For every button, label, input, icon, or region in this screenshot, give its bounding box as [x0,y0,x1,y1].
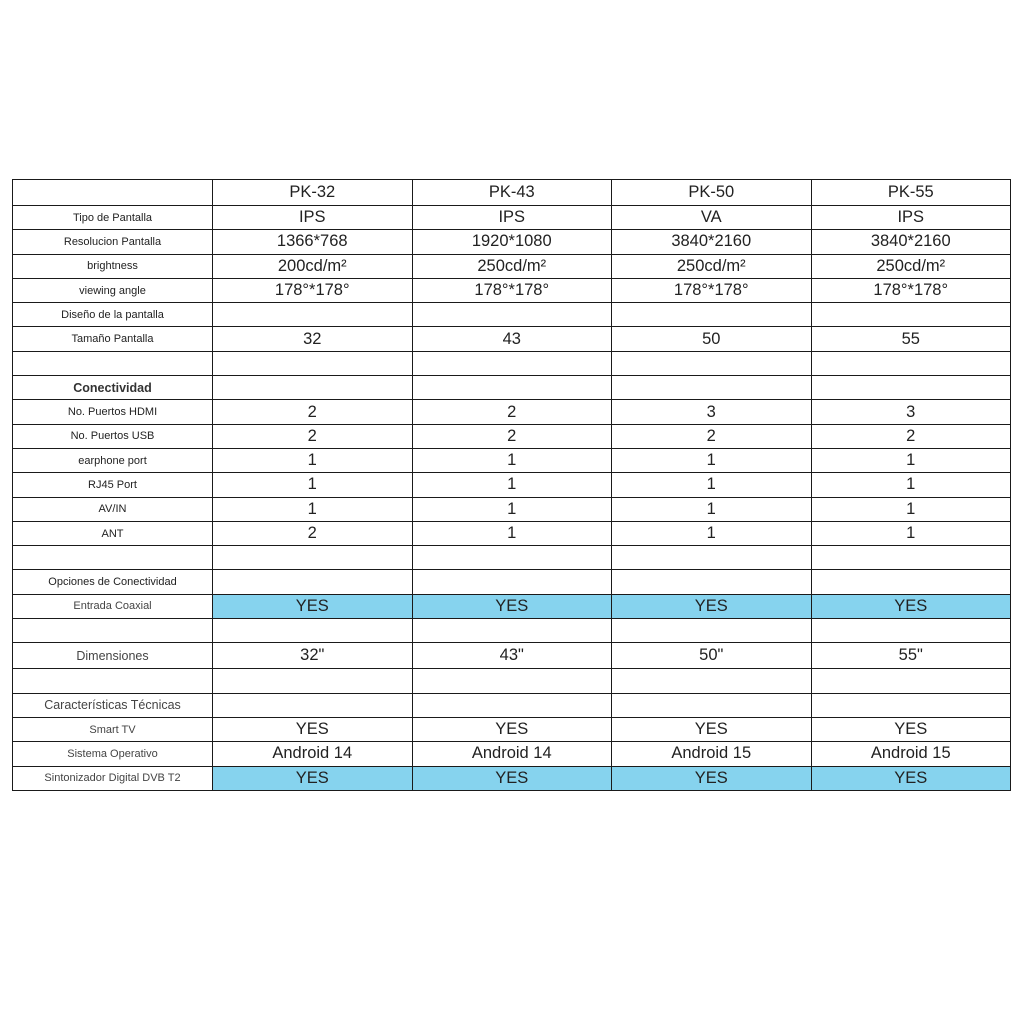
table-cell-empty [811,669,1011,693]
table-cell: Android 15 [612,742,812,766]
table-cell: 2 [412,424,612,448]
section-row-caracteristicas [13,693,1011,717]
model-header-pk-55: PK-55 [811,180,1011,206]
table-cell: 32" [213,643,413,669]
section-row-opciones [13,570,1011,594]
table-cell: 178°*178° [412,278,612,302]
table-cell-empty [412,376,612,400]
table-row [13,717,1011,741]
row-label-coaxial: Entrada Coaxial [13,594,213,618]
table-row [13,594,1011,618]
model-header-pk-43: PK-43 [412,180,612,206]
table-cell: YES [811,717,1011,741]
header-empty-cell [13,180,213,206]
table-cell: 1 [213,497,413,521]
table-row [13,521,1011,545]
table-cell: 1 [811,448,1011,472]
table-cell: 1 [612,448,812,472]
table-cell-highlighted: YES [412,766,612,790]
table-cell-highlighted: YES [412,594,612,618]
table-cell: 3840*2160 [612,230,812,254]
table-cell: 2 [213,521,413,545]
table-row [13,766,1011,790]
spacer-row [13,669,1011,693]
table-cell: 1 [412,448,612,472]
row-label-avin: AV/IN [13,497,213,521]
section-label-conectividad: Conectividad [13,376,213,400]
row-label-rj45: RJ45 Port [13,473,213,497]
table-row [13,230,1011,254]
model-header-pk-50: PK-50 [612,180,812,206]
table-row [13,448,1011,472]
table-cell-empty [412,669,612,693]
table-cell: 55 [811,327,1011,351]
table-cell: 3 [612,400,812,424]
table-cell: 32 [213,327,413,351]
table-cell: 50" [612,643,812,669]
table-cell: 43" [412,643,612,669]
table-cell-empty [811,376,1011,400]
table-cell-empty [612,351,812,375]
table-cell-empty [811,351,1011,375]
table-cell: 1 [811,521,1011,545]
table-cell-empty [612,546,812,570]
row-label-earphone: earphone port [13,448,213,472]
table-cell-empty [811,619,1011,643]
table-cell: 1 [612,497,812,521]
table-cell-empty [612,693,812,717]
table-cell: 2 [612,424,812,448]
table-cell: 178°*178° [213,278,413,302]
row-label-dimensiones: Dimensiones [13,643,213,669]
section-row-conectividad [13,376,1011,400]
table-cell: 43 [412,327,612,351]
spec-comparison-table [12,179,1011,791]
table-cell-empty [213,303,413,327]
table-row [13,278,1011,302]
table-cell: 1920*1080 [412,230,612,254]
row-label-brightness: brightness [13,254,213,278]
table-cell: YES [412,717,612,741]
table-cell: VA [612,206,812,230]
table-row [13,303,1011,327]
section-label-caracteristicas: Características Técnicas [13,693,213,717]
table-cell: 2 [213,424,413,448]
table-cell-highlighted: YES [612,766,812,790]
table-cell: 1 [213,473,413,497]
table-cell: 178°*178° [811,278,1011,302]
table-cell: 3840*2160 [811,230,1011,254]
row-label-diseno: Diseño de la pantalla [13,303,213,327]
table-cell: 2 [811,424,1011,448]
table-cell-empty [612,376,812,400]
model-header-pk-32: PK-32 [213,180,413,206]
table-cell: 178°*178° [612,278,812,302]
table-cell: Android 14 [412,742,612,766]
row-label-usb: No. Puertos USB [13,424,213,448]
table-cell-empty [412,570,612,594]
table-cell: IPS [811,206,1011,230]
table-cell: YES [213,717,413,741]
table-row [13,254,1011,278]
table-cell: 1 [412,497,612,521]
table-cell: 3 [811,400,1011,424]
section-label-opciones: Opciones de Conectividad [13,570,213,594]
table-cell: 1 [412,521,612,545]
table-cell-highlighted: YES [612,594,812,618]
table-cell: IPS [213,206,413,230]
table-cell-highlighted: YES [213,766,413,790]
table-cell: 50 [612,327,812,351]
header-row [13,180,1011,206]
table-row [13,473,1011,497]
row-label-ant: ANT [13,521,213,545]
table-cell-empty [811,546,1011,570]
table-cell: 1366*768 [213,230,413,254]
table-cell: 2 [213,400,413,424]
table-cell: Android 14 [213,742,413,766]
table-cell-empty [612,669,812,693]
table-cell-empty [13,546,213,570]
table-cell-empty [811,303,1011,327]
table-cell: IPS [412,206,612,230]
table-row [13,742,1011,766]
table-cell: 1 [412,473,612,497]
spacer-row [13,546,1011,570]
table-cell-empty [412,351,612,375]
table-cell: 250cd/m² [612,254,812,278]
table-row [13,497,1011,521]
table-row [13,400,1011,424]
table-cell-empty [811,693,1011,717]
row-label-viewing-angle: viewing angle [13,278,213,302]
table-cell-empty [412,546,612,570]
table-cell-empty [612,619,812,643]
table-cell-empty [412,619,612,643]
table-cell-empty [412,693,612,717]
table-row [13,643,1011,669]
table-cell: 55" [811,643,1011,669]
row-label-resolucion: Resolucion Pantalla [13,230,213,254]
table-cell: Android 15 [811,742,1011,766]
table-cell-empty [213,693,413,717]
table-cell: 1 [612,473,812,497]
row-label-tipo-pantalla: Tipo de Pantalla [13,206,213,230]
table-cell-empty [13,619,213,643]
table-cell-empty [213,570,413,594]
row-label-dvb: Sintonizador Digital DVB T2 [13,766,213,790]
spacer-row [13,619,1011,643]
table-cell: 2 [412,400,612,424]
table-cell: 250cd/m² [412,254,612,278]
table-cell-empty [811,570,1011,594]
table-cell: 1 [811,473,1011,497]
table-cell-empty [213,351,413,375]
table-cell-empty [612,570,812,594]
table-cell-empty [412,303,612,327]
table-row [13,327,1011,351]
table-row [13,424,1011,448]
table-cell: 1 [811,497,1011,521]
table-cell: YES [612,717,812,741]
table-cell-empty [612,303,812,327]
table-cell-highlighted: YES [811,766,1011,790]
table-cell: 1 [612,521,812,545]
row-label-sistema: Sistema Operativo [13,742,213,766]
table-cell: 200cd/m² [213,254,413,278]
row-label-tamano: Tamaño Pantalla [13,327,213,351]
table-cell: 250cd/m² [811,254,1011,278]
table-cell-empty [213,619,413,643]
table-cell-empty [13,669,213,693]
table-cell-empty [213,376,413,400]
table-cell-empty [213,546,413,570]
table-row [13,206,1011,230]
spacer-row [13,351,1011,375]
row-label-smart-tv: Smart TV [13,717,213,741]
table-cell-empty [13,351,213,375]
table-cell-highlighted: YES [213,594,413,618]
table-cell: 1 [213,448,413,472]
table-cell-empty [213,669,413,693]
table-cell-highlighted: YES [811,594,1011,618]
row-label-hdmi: No. Puertos HDMI [13,400,213,424]
